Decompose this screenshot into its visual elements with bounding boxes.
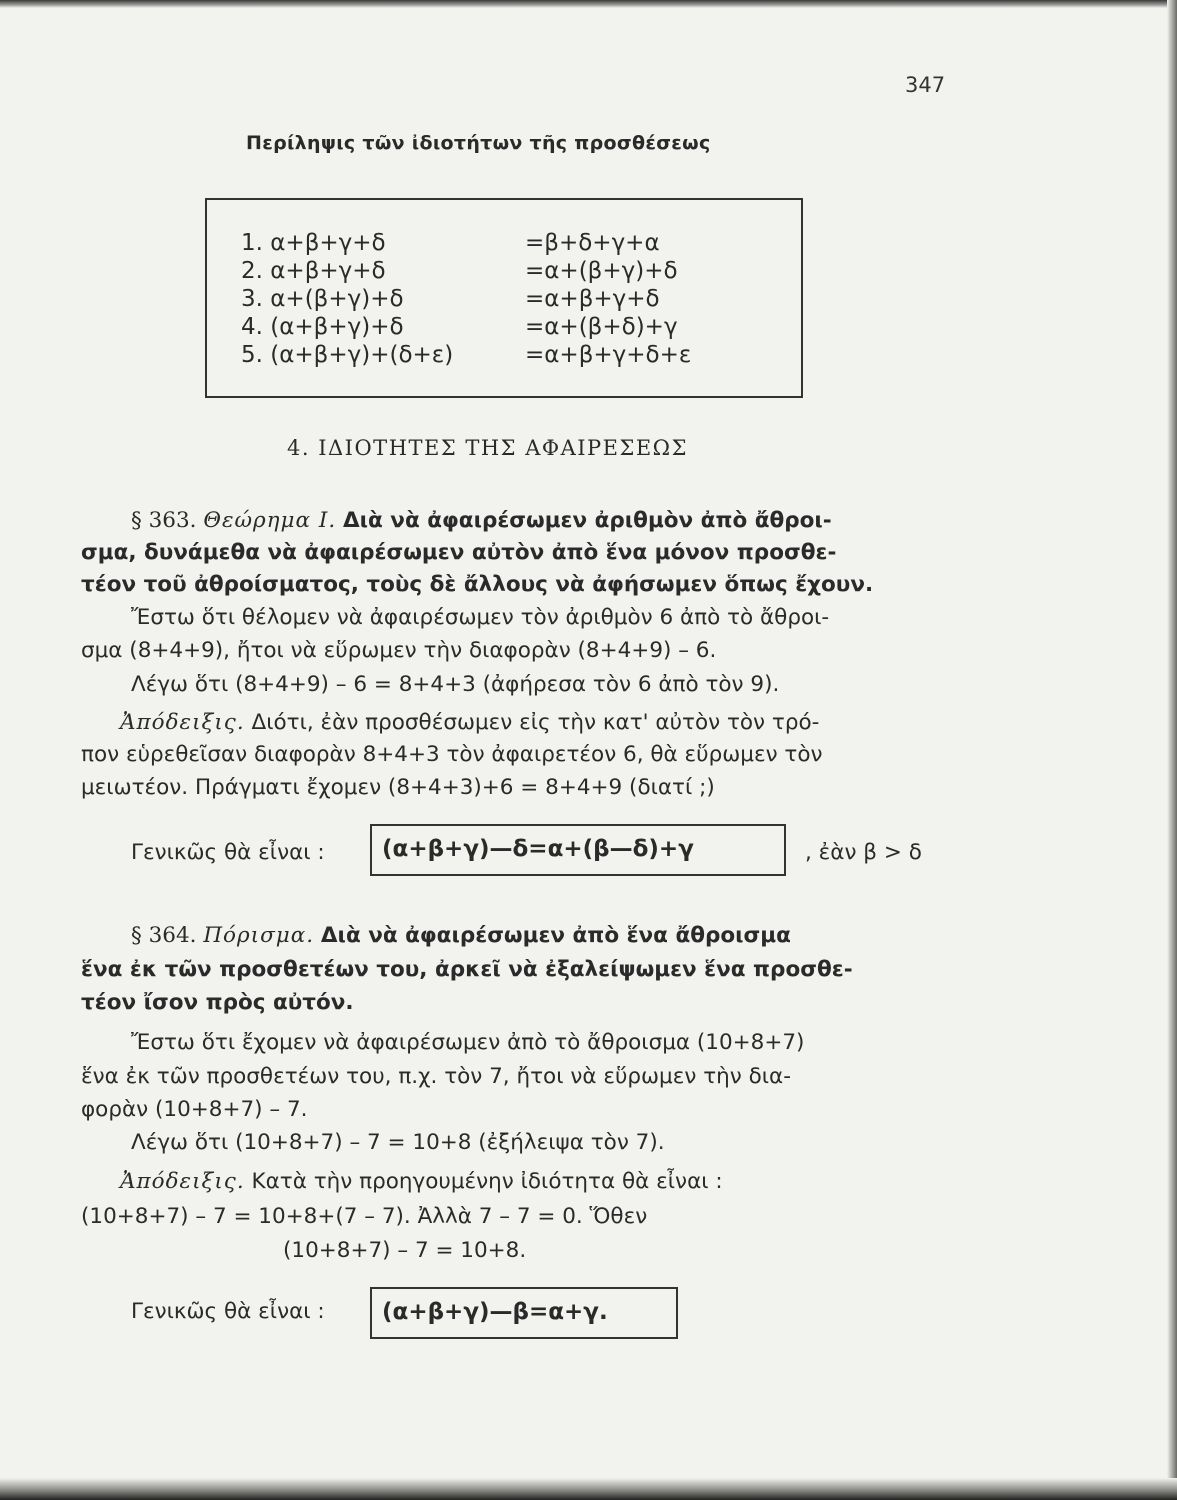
properties-summary-box xyxy=(205,198,803,398)
s364-number: § 364. xyxy=(131,923,197,948)
s363-label: Θεώρημα Ι. xyxy=(203,508,337,533)
summary-row-lhs: 4. (α+β+γ)+δ xyxy=(241,314,404,340)
s364-statement-1: Διὰ νὰ ἀφαιρέσωμεν ἀπὸ ἕνα ἄθροισμα xyxy=(320,923,791,948)
s364-statement-2: ἕνα ἐκ τῶν προσθετέων του, ἀρκεῖ νὰ ἐξαλείψωμεν ἕνα προσθε- xyxy=(81,957,853,982)
s363-proof-label: Ἀπόδειξις. xyxy=(120,710,245,735)
s363-general-formula: (α+β+γ)—δ=α+(β—δ)+γ xyxy=(370,824,786,876)
s363-proof-3: μειωτέον. Πράγματι ἔχομεν (8+4+3)+6 = 8+4+9 (διατί ;) xyxy=(81,775,715,800)
s364-general-label: Γενικῶς θὰ εἶναι : xyxy=(131,1299,325,1324)
s363-number: § 363. xyxy=(131,508,197,533)
s364-general-formula: (α+β+γ)—β=α+γ. xyxy=(370,1287,678,1339)
summary-row-lhs: 3. α+(β+γ)+δ xyxy=(241,286,404,312)
s363-statement-1: Διὰ νὰ ἀφαιρέσωμεν ἀριθμὸν ἀπὸ ἄθροι- xyxy=(343,508,832,533)
page-top-edge xyxy=(0,0,1177,8)
s363-statement-3: τέον τοῦ ἀθροίσματος, τοὺς δὲ ἄλλους νὰ ἀφήσωμεν ὅπως ἔχουν. xyxy=(81,572,874,597)
s364-text-2: ἕνα ἐκ τῶν προσθετέων του, π.χ. τὸν 7, ἤτοι νὰ εὕρωμεν τὴν δια- xyxy=(81,1064,791,1089)
summary-row-rhs: =α+(β+δ)+γ xyxy=(525,314,678,340)
summary-row-rhs: =β+δ+γ+α xyxy=(525,230,660,256)
section-heading: 4. ΙΔΙΟΤΗΤΕΣ ΤΗΣ ΑΦΑΙΡΕΣΕΩΣ xyxy=(287,436,688,460)
s363-proof-2: πον εὑρεθεῖσαν διαφορὰν 8+4+3 τὸν ἀφαιρετέον 6, θὰ εὕρωμεν τὸν xyxy=(81,742,823,767)
s363-general-condition: , ἐὰν β > δ xyxy=(805,840,922,865)
s364-text-4: Λέγω ὅτι (10+8+7) – 7 = 10+8 (ἐξήλειψα τὸν 7). xyxy=(131,1130,665,1155)
s364-statement-line xyxy=(131,923,791,948)
page-right-edge xyxy=(1167,0,1177,1500)
s364-statement-3: τέον ἴσον πρὸς αὐτόν. xyxy=(81,990,354,1015)
summary-row-lhs: 5. (α+β+γ)+(δ+ε) xyxy=(241,342,454,368)
s364-proof-3: (10+8+7) – 7 = 10+8. xyxy=(283,1238,527,1263)
s363-proof-line xyxy=(120,710,819,735)
s363-text-1: Ἔστω ὅτι θέλομεν νὰ ἀφαιρέσωμεν τὸν ἀριθμὸν 6 ἀπὸ τὸ ἄθροι- xyxy=(131,605,830,630)
s363-text-3: Λέγω ὅτι (8+4+9) – 6 = 8+4+3 (ἀφήρεσα τὸν 6 ἀπὸ τὸν 9). xyxy=(131,672,780,697)
summary-title: Περίληψις τῶν ἰδιοτήτων τῆς προσθέσεως xyxy=(246,132,711,154)
s364-label: Πόρισμα. xyxy=(203,923,315,948)
s363-statement-line xyxy=(131,508,832,533)
page-bottom-edge xyxy=(0,1478,1177,1500)
summary-row-rhs: =α+β+γ+δ+ε xyxy=(525,342,692,368)
summary-row-lhs: 1. α+β+γ+δ xyxy=(241,230,386,256)
summary-row-rhs: =α+β+γ+δ xyxy=(525,286,660,312)
s364-proof-2: (10+8+7) – 7 = 10+8+(7 – 7). Ἀλλὰ 7 – 7 = 0. Ὅθεν xyxy=(81,1204,648,1229)
s364-text-1: Ἔστω ὅτι ἔχομεν νὰ ἀφαιρέσωμεν ἀπὸ τὸ ἄθροισμα (10+8+7) xyxy=(131,1030,805,1055)
s364-proof-label: Ἀπόδειξις. xyxy=(120,1169,245,1194)
summary-row-rhs: =α+(β+γ)+δ xyxy=(525,258,678,284)
summary-row-lhs: 2. α+β+γ+δ xyxy=(241,258,386,284)
s363-statement-2: σμα, δυνάμεθα νὰ ἀφαιρέσωμεν αὐτὸν ἀπὸ ἕνα μόνον προσθε- xyxy=(81,540,837,565)
s364-proof-1: Κατὰ τὴν προηγουμένην ἰδιότητα θὰ εἶναι : xyxy=(251,1169,723,1194)
s364-text-3: φορὰν (10+8+7) – 7. xyxy=(81,1097,308,1122)
s363-proof-1: Διότι, ἐὰν προσθέσωμεν εἰς τὴν κατ' αὐτὸν τὸν τρό- xyxy=(251,710,820,735)
s363-text-2: σμα (8+4+9), ἤτοι νὰ εὕρωμεν τὴν διαφορὰν (8+4+9) – 6. xyxy=(81,638,717,663)
s363-general-label: Γενικῶς θὰ εἶναι : xyxy=(131,840,325,865)
s364-proof-line xyxy=(120,1169,723,1194)
page-number: 347 xyxy=(905,73,946,97)
